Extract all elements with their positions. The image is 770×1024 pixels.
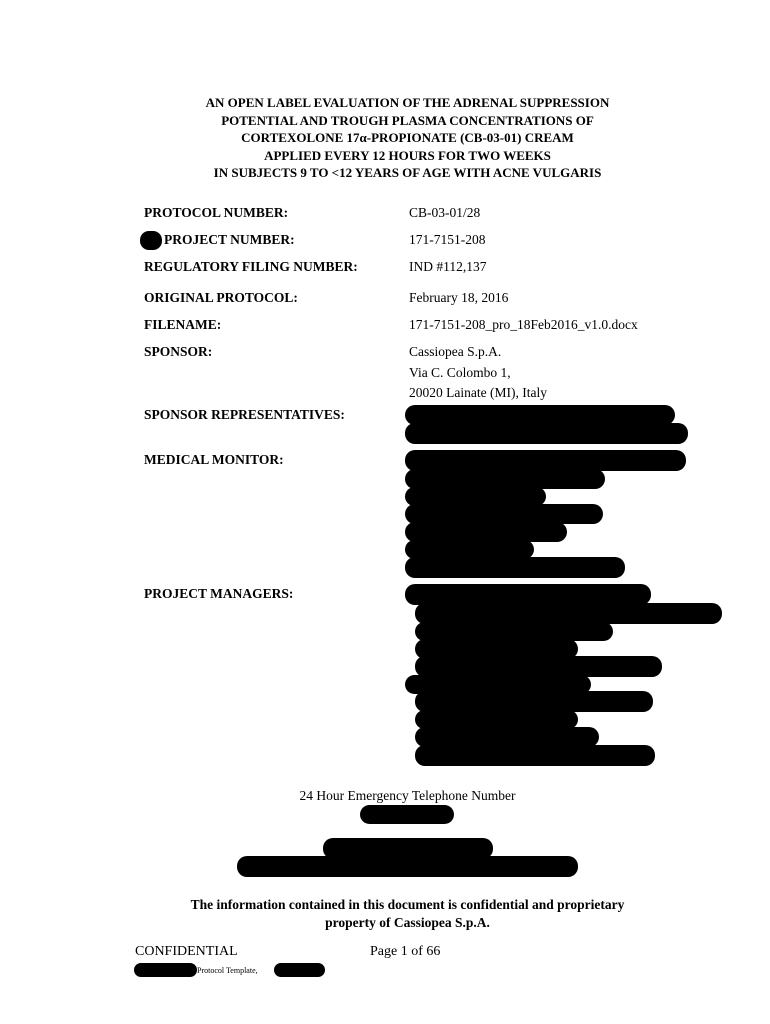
title-line: IN SUBJECTS 9 TO <12 YEARS OF AGE WITH ACNE VULGARIS [213,165,602,181]
footer-template-label: Protocol Template, [197,966,258,975]
regulatory-filing-number-label: REGULATORY FILING NUMBER: [144,259,358,274]
filename-label: FILENAME: [144,317,222,332]
redaction-block [415,691,653,712]
title-line: CORTEXOLONE 17α-PROPIONATE (CB-03-01) CREAM [241,130,574,146]
confidentiality-statement [110,896,705,932]
redaction-block [405,469,605,489]
redaction-block [134,963,197,977]
redaction-block [405,423,688,444]
regulatory-filing-number-value: IND #112,137 [409,259,487,274]
redaction-block [415,656,662,677]
sponsor-label: SPONSOR: [144,344,213,359]
footer-confidential: CONFIDENTIAL [135,944,238,959]
sponsor-address-line: 20020 Lainate (MI), Italy [409,385,547,400]
original-protocol-label: ORIGINAL PROTOCOL: [144,290,298,305]
redaction-block [415,603,722,624]
title-line: APPLIED EVERY 12 HOURS FOR TWO WEEKS [264,147,551,163]
filename-value: 171-7151-208_pro_18Feb2016_v1.0.docx [409,317,638,332]
redaction-block [405,450,686,471]
title-line: AN OPEN LABEL EVALUATION OF THE ADRENAL SUPPRESSION [205,95,610,110]
redaction-block [405,405,675,425]
project-managers-label: PROJECT MANAGERS: [144,586,294,601]
redaction-block [237,856,578,877]
protocol-number-value: CB-03-01/28 [409,205,481,220]
redaction-block [405,584,651,605]
redaction-block [405,504,603,524]
confidentiality-line: property of Cassiopea S.p.A. [325,915,490,930]
redaction-block [405,522,567,542]
project-number-value: 171-7151-208 [409,232,486,247]
redaction-block [274,963,325,977]
original-protocol-value: February 18, 2016 [409,290,509,305]
sponsor-address [409,342,547,404]
confidentiality-line: The information contained in this document is confidential and proprietary [190,897,625,912]
protocol-number-label: PROTOCOL NUMBER: [144,205,289,220]
project-number-label: PROJECT NUMBER: [164,232,295,247]
emergency-telephone-heading: 24 Hour Emergency Telephone Number [299,788,516,803]
sponsor-address-line: Via C. Colombo 1, [409,364,511,380]
redaction-block [415,727,599,747]
redaction-block [360,805,454,824]
medical-monitor-label: MEDICAL MONITOR: [144,452,284,467]
sponsor-representatives-label: SPONSOR REPRESENTATIVES: [144,407,345,422]
title-line: POTENTIAL AND TROUGH PLASMA CONCENTRATIONS OF [221,112,594,128]
document-title [100,94,715,182]
footer-page-number: Page 1 of 66 [370,944,441,959]
sponsor-address-line: Cassiopea S.p.A. [409,344,502,359]
redaction-block [415,745,655,766]
redaction-block [140,231,162,250]
redaction-block [405,557,625,578]
